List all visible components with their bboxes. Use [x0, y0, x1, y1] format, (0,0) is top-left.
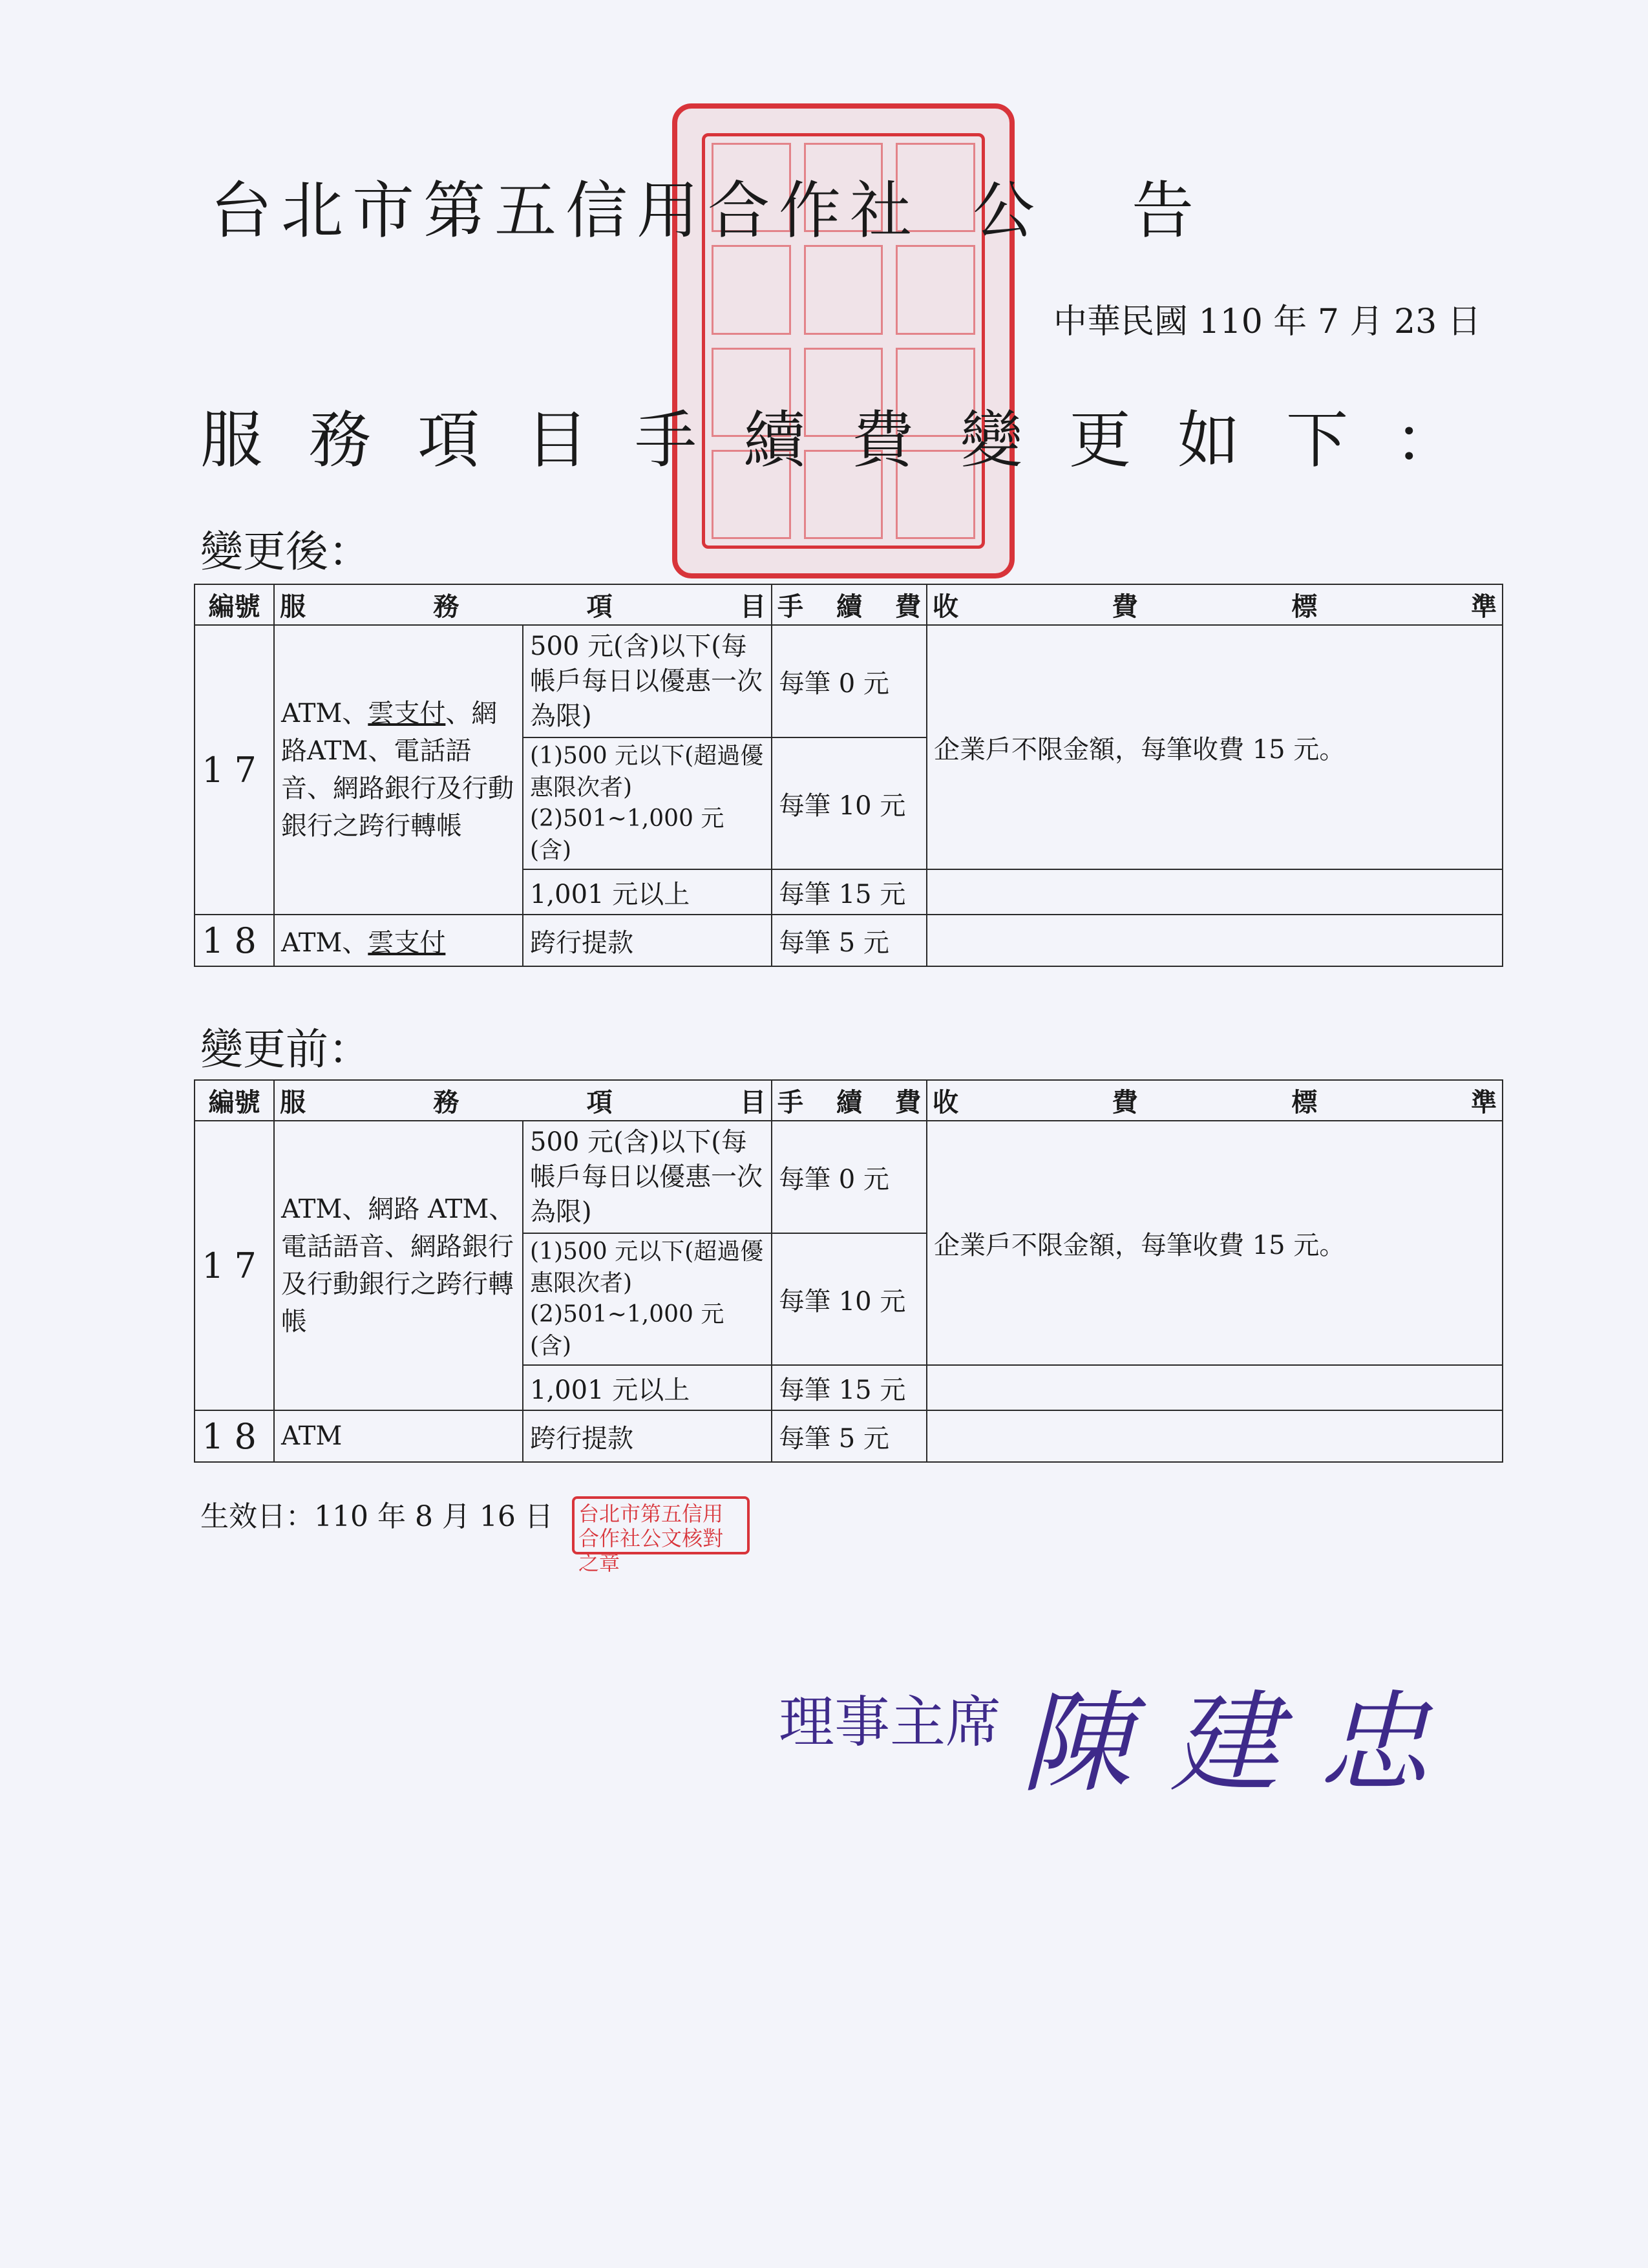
- effective-date: 生效日：110 年 8 月 16 日: [200, 1500, 553, 1533]
- service-description: [274, 625, 523, 915]
- fee-standard: 企業戶不限金額，每筆收費 15 元。: [927, 1121, 1503, 1365]
- organization-name: 台北市第五信用合作社: [210, 175, 921, 247]
- cloud-pay-text: 雲支付: [368, 927, 446, 958]
- header-char: 準: [1470, 1087, 1497, 1118]
- header-char: 收: [933, 591, 958, 622]
- header-char: 收: [933, 1087, 958, 1118]
- fee-value: 每筆 15 元: [772, 1365, 927, 1410]
- fee-standard-empty: [927, 1365, 1503, 1410]
- service-text-1: ATM、: [281, 699, 368, 729]
- fee-value: 每筆 5 元: [772, 1410, 927, 1462]
- fee-value: 每筆 0 元: [772, 1121, 927, 1233]
- header-char: 務: [433, 1087, 460, 1118]
- header-char: 務: [433, 591, 460, 622]
- header-service-text: [280, 1082, 766, 1119]
- fee-tier: 500 元(含)以下(每帳戶每日以優惠一次為限): [523, 1121, 772, 1233]
- fee-value: 每筆 5 元: [772, 915, 927, 966]
- fee-tier-line: (1)500 元以下(超過優惠限次者): [530, 743, 764, 801]
- fee-tier: 跨行提款: [523, 915, 772, 966]
- fee-standard-empty: [927, 869, 1503, 915]
- row-number: 18: [195, 915, 274, 966]
- header-standard-text: [933, 586, 1497, 623]
- fee-standard: 企業戶不限金額，每筆收費 15 元。: [927, 625, 1503, 869]
- header-char: 費: [1112, 1087, 1138, 1118]
- table-row: [195, 1410, 1503, 1462]
- header-char: 項: [586, 1087, 613, 1118]
- service-description: [274, 915, 523, 966]
- header-char: 費: [1112, 591, 1138, 622]
- chairman-label: 理事主席: [779, 1690, 1001, 1755]
- fee-tier: 跨行提款: [523, 1410, 772, 1462]
- announcement-date: 中華民國 110 年 7 月 23 日: [1053, 302, 1481, 341]
- header-char: 費: [895, 1087, 921, 1118]
- header-standard: [927, 1080, 1503, 1121]
- service-description: ATM: [274, 1410, 523, 1462]
- cloud-pay-text: 雲支付: [368, 699, 446, 729]
- fee-value: 每筆 0 元: [772, 625, 927, 737]
- header-char: 手: [777, 1087, 803, 1118]
- after-change-table: [194, 584, 1503, 967]
- header-char: 標: [1291, 1087, 1318, 1118]
- verification-seal: 台北市第五信用合作社公文核對之章: [572, 1496, 750, 1554]
- table-header-row: [195, 584, 1503, 625]
- row-number: 17: [195, 1121, 274, 1410]
- fee-tier: [523, 737, 772, 869]
- header-fee: [772, 1080, 927, 1121]
- fee-tier-line: (2)501~1,000 元(含): [530, 1301, 724, 1359]
- header-standard-text: [933, 1082, 1497, 1119]
- header-char: 服: [280, 1087, 306, 1118]
- after-change-label: 變更後：: [200, 527, 371, 577]
- header-service-text: [280, 586, 766, 623]
- table-row: [195, 1121, 1503, 1233]
- fee-standard-empty: [927, 1410, 1503, 1462]
- row-number: 17: [195, 625, 274, 915]
- announcement-title: [210, 162, 1291, 250]
- before-change-table: [194, 1079, 1503, 1463]
- table-header-row: [195, 1080, 1503, 1121]
- header-char: 標: [1291, 591, 1318, 622]
- header-standard: [927, 584, 1503, 625]
- header-service: [274, 1080, 772, 1121]
- fee-tier-line: (1)500 元以下(超過優惠限次者): [530, 1238, 764, 1297]
- header-fee-text: [777, 1082, 921, 1119]
- chairman-signature: 陳建忠: [1021, 1680, 1468, 1808]
- table-row: [195, 625, 1503, 737]
- fee-tier: 500 元(含)以下(每帳戶每日以優惠一次為限): [523, 625, 772, 737]
- header-char: 項: [586, 591, 613, 622]
- service-text-1: ATM、: [281, 927, 368, 958]
- header-char: 準: [1470, 591, 1497, 622]
- fee-tier-line: (2)501~1,000 元(含): [530, 805, 724, 864]
- header-char: 手: [777, 591, 803, 622]
- header-fee-text: [777, 586, 921, 623]
- header-num: 編號: [195, 584, 274, 625]
- header-char: 續: [836, 591, 862, 622]
- fee-tier: [523, 1233, 772, 1365]
- table-row: [195, 915, 1503, 966]
- header-char: 費: [895, 591, 921, 622]
- header-char: 服: [280, 591, 306, 622]
- fee-value: 每筆 10 元: [772, 1233, 927, 1365]
- fee-value: 每筆 10 元: [772, 737, 927, 869]
- header-char: 目: [739, 1087, 766, 1118]
- header-num: 編號: [195, 1080, 274, 1121]
- service-text-2: 、網路ATM、電話語音、網路銀行及行動銀行之跨行轉帳: [281, 699, 514, 842]
- header-service: [274, 584, 772, 625]
- header-char: 續: [836, 1087, 862, 1118]
- fee-standard-empty: [927, 915, 1503, 966]
- fee-tier: 1,001 元以上: [523, 1365, 772, 1410]
- fee-value: 每筆 15 元: [772, 869, 927, 915]
- header-fee: [772, 584, 927, 625]
- announcement-heading: 服務項目手續費變更如下：: [200, 404, 1503, 476]
- fee-tier: 1,001 元以上: [523, 869, 772, 915]
- before-change-label: 變更前：: [200, 1024, 371, 1074]
- row-number: 18: [195, 1410, 274, 1462]
- service-description: ATM、網路 ATM、電話語音、網路銀行及行動銀行之跨行轉帳: [274, 1121, 523, 1410]
- header-char: 目: [739, 591, 766, 622]
- announcement-word: 公告: [973, 175, 1291, 247]
